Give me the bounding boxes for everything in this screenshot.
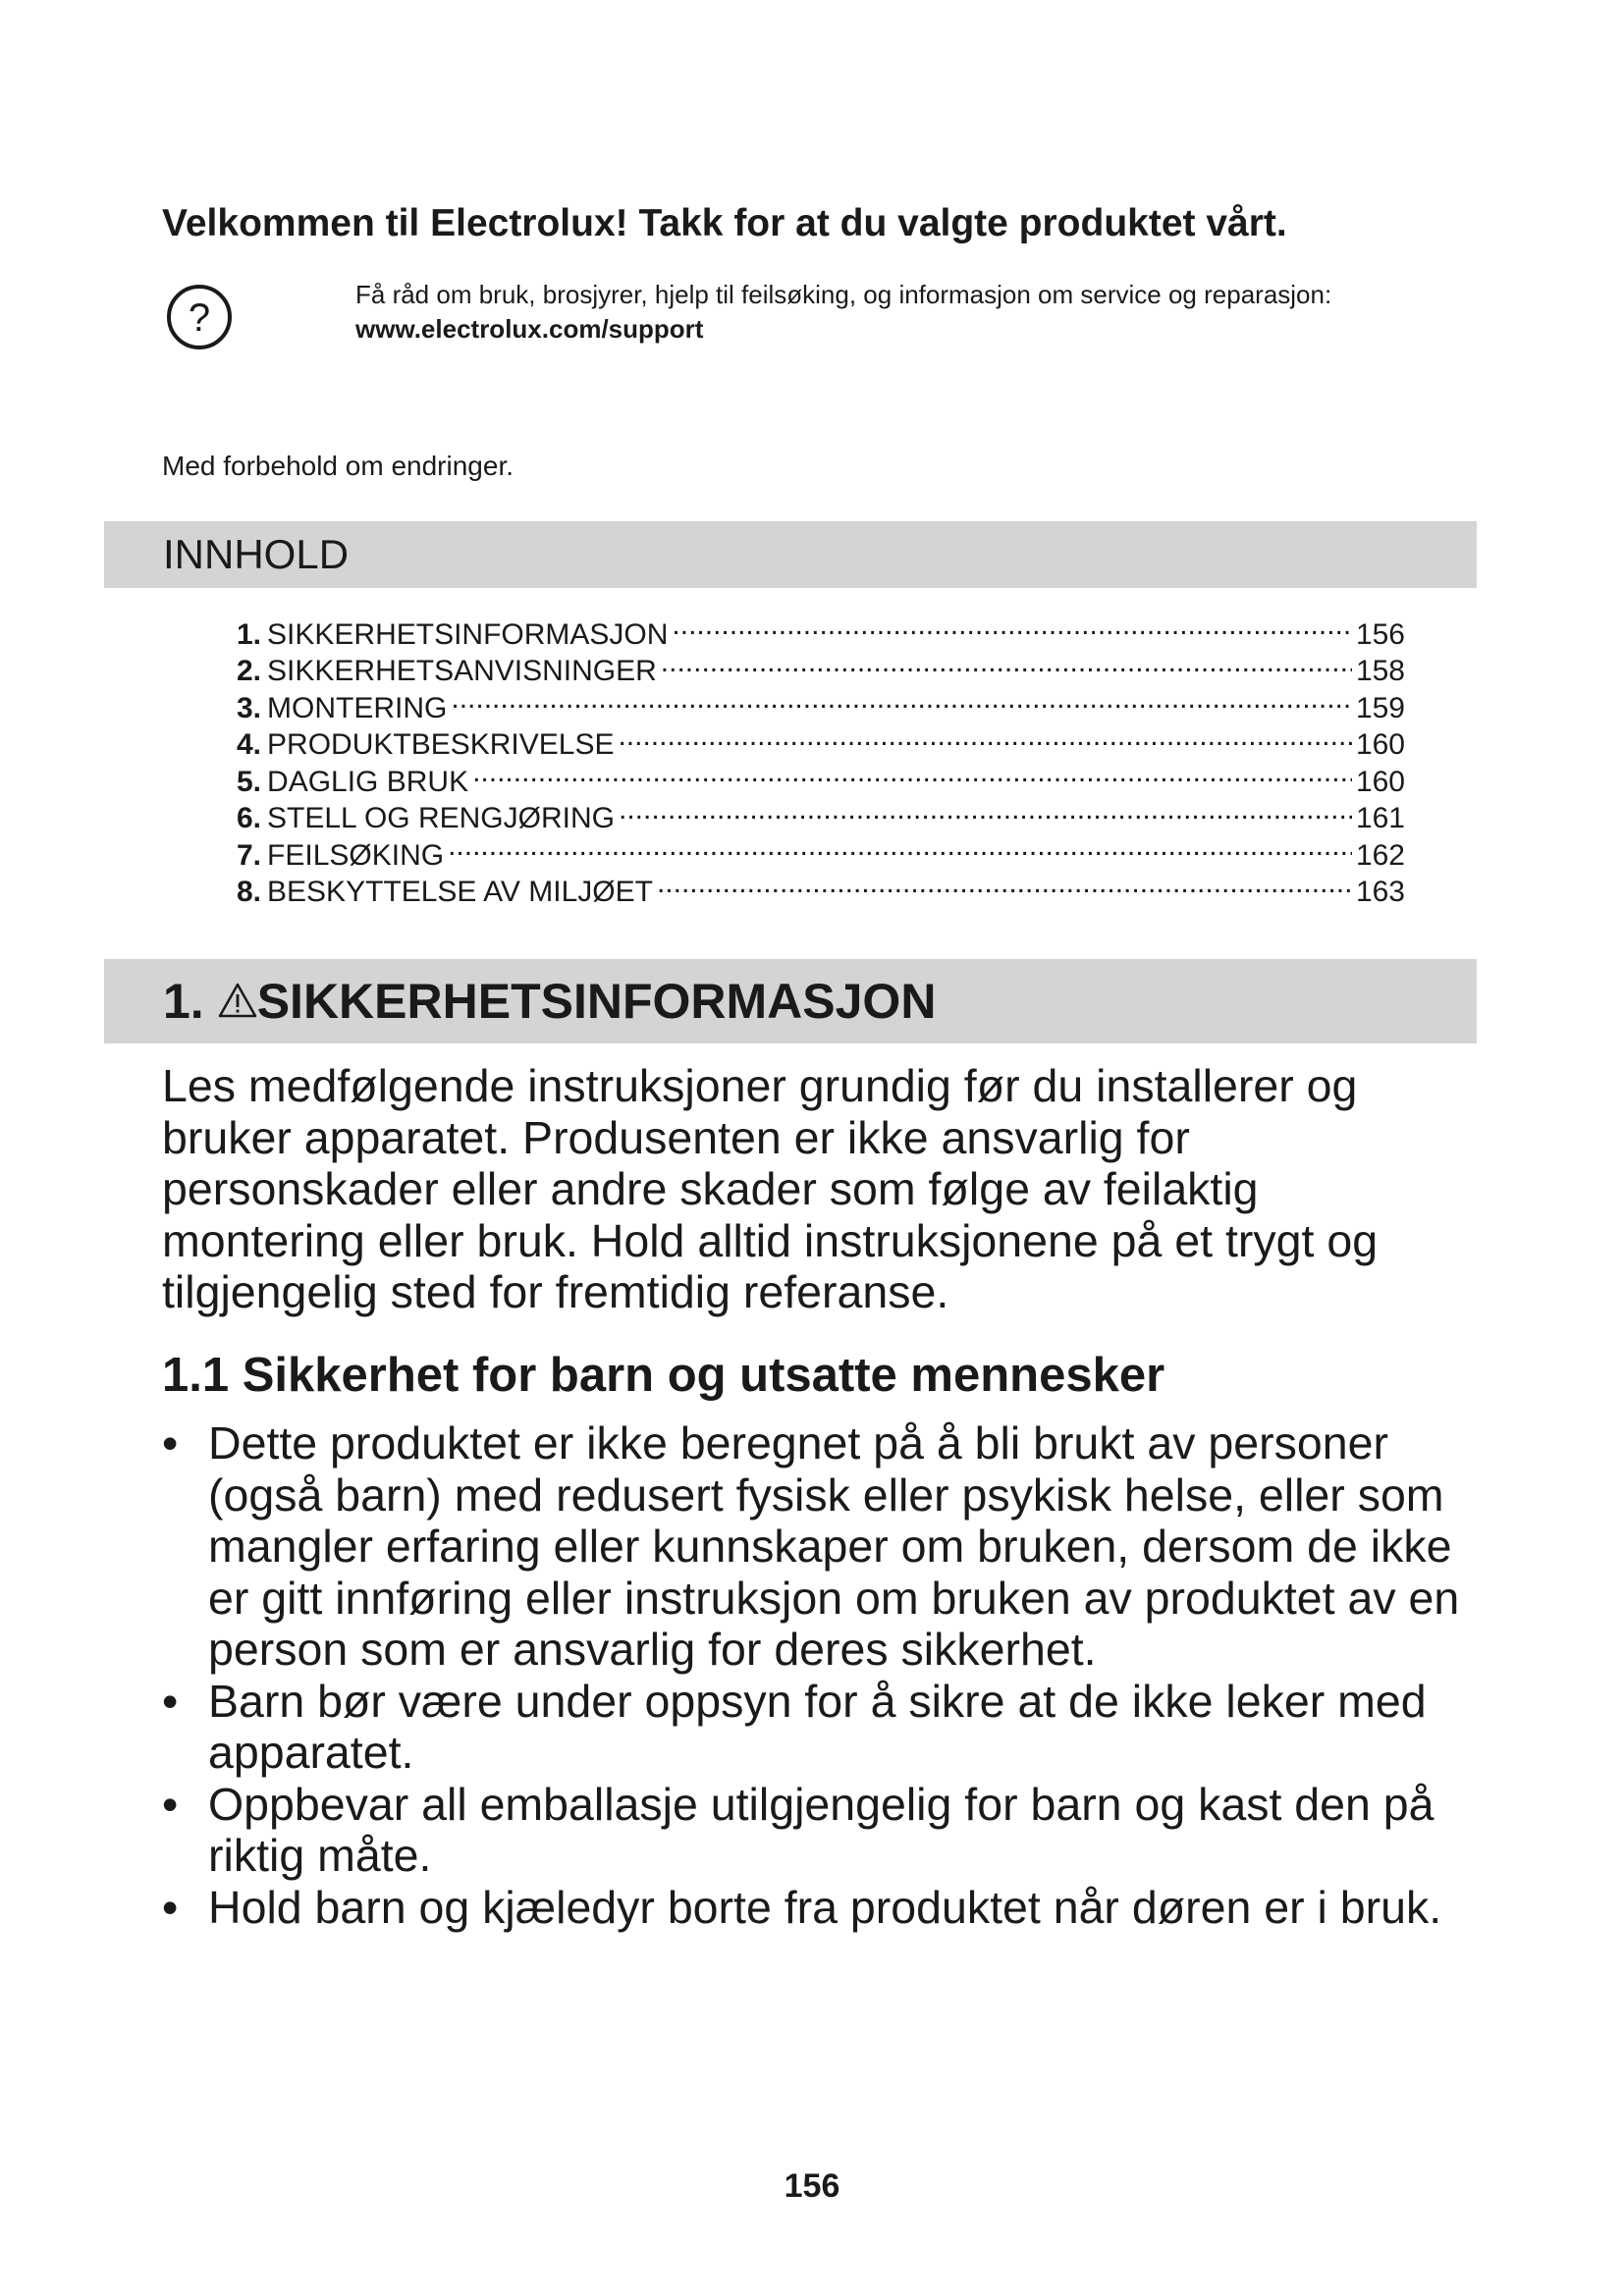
- toc-item-page: 156: [1355, 617, 1405, 651]
- list-item: [162, 1676, 1497, 1779]
- toc-item-number: 6.: [237, 802, 262, 834]
- bullet-marker: •: [162, 1778, 179, 1830]
- disclaimer: Med forbehold om endringer.: [162, 451, 514, 481]
- bullet-marker: •: [162, 1675, 179, 1727]
- toc-item-label: FEILSØKING: [267, 838, 445, 872]
- toc-item-number: 7.: [237, 838, 262, 872]
- toc-item-label: DAGLIG BRUK: [267, 765, 469, 798]
- toc-item-page: 163: [1355, 876, 1405, 908]
- toc-leader-dots: [672, 607, 1352, 644]
- support-link[interactable]: www.electrolux.com/support: [355, 314, 704, 344]
- toc-leader-dots: [657, 865, 1352, 902]
- toc-item-page: 161: [1355, 802, 1405, 834]
- table-of-contents: [237, 607, 1405, 908]
- list-item-text: Hold barn og kjæledyr borte fra produktet når døren er i bruk.: [208, 1881, 1442, 1933]
- toc-leader-dots: [619, 791, 1352, 828]
- toc-leader-dots: [451, 680, 1352, 718]
- subsection-title: 1.1 Sikkerhet for barn og utsatte mennesker: [162, 1349, 1165, 1402]
- support-text: Få råd om bruk, brosjyrer, hjelp til feilsøking, og informasjon om service og reparasjon:: [355, 280, 1332, 309]
- warning-triangle-icon: [218, 983, 257, 1018]
- list-item-text: Dette produktet er ikke beregnet på å bli brukt av personer (også barn) med redusert fysisk eller psykisk helse, eller som mangler erfaring eller kunnskaper om bruken, dersom de ikke er gitt innføring eller instruksjon om bruken av produktet av en person som er ansvarlig for deres sikkerhet.: [208, 1417, 1460, 1675]
- svg-text:?: ?: [188, 296, 211, 340]
- toc-item-number: 3.: [237, 691, 262, 724]
- toc-item-label: SIKKERHETSINFORMASJON: [267, 617, 669, 651]
- section-title-text: SIKKERHETSINFORMASJON: [256, 974, 937, 1029]
- list-item: [162, 1417, 1497, 1676]
- toc-title: INNHOLD: [163, 531, 350, 577]
- toc-item-page: 160: [1355, 765, 1405, 798]
- toc-item-number: 5.: [237, 765, 262, 798]
- toc-leader-dots: [472, 754, 1352, 791]
- toc-item-label: MONTERING: [267, 691, 448, 724]
- list-item-text: Barn bør være under oppsyn for å sikre at de ikke leker med apparatet.: [208, 1675, 1427, 1778]
- welcome-title: Velkommen til Electrolux! Takk for at du valgte produktet vårt.: [162, 202, 1287, 244]
- bullet-marker: •: [162, 1417, 179, 1468]
- toc-item-number: 8.: [237, 876, 262, 908]
- bullet-marker: •: [162, 1881, 179, 1933]
- toc-leader-dots: [448, 828, 1352, 865]
- list-item: [162, 1882, 1497, 1934]
- toc-item[interactable]: [237, 607, 1405, 651]
- toc-item-label: PRODUKTBESKRIVELSE: [267, 728, 615, 761]
- list-item-text: Oppbevar all emballasje utilgjengelig for barn og kast den på riktig måte.: [208, 1778, 1435, 1881]
- page-number: 156: [784, 2167, 840, 2205]
- safety-intro: Les medfølgende instruksjoner grundig før du installerer og bruker apparatet. Produsenten er ikke ansvarlig for personskader eller andre skader som følge av feilaktig montering eller bruk. Hold alltid instruksjonene på et trygt og tilgjengelig sted for fremtidig referanse.: [162, 1060, 1379, 1317]
- toc-leader-dots: [618, 718, 1351, 755]
- toc-item-label: SIKKERHETSANVISNINGER: [267, 655, 657, 687]
- toc-item-label: BESKYTTELSE AV MILJØET: [267, 876, 653, 908]
- question-mark-circle-icon: [165, 283, 234, 351]
- child-safety-list: [162, 1417, 1497, 1933]
- toc-leader-dots: [661, 644, 1352, 681]
- toc-item-number: 1.: [237, 617, 262, 651]
- toc-item-number: 4.: [237, 728, 262, 761]
- safety-section-title: [163, 959, 1477, 1043]
- toc-item-page: 158: [1355, 655, 1405, 687]
- toc-item-page: 160: [1355, 728, 1405, 761]
- toc-item-label: STELL OG RENGJØRING: [267, 802, 615, 834]
- support-info: [355, 278, 1386, 347]
- toc-item-page: 159: [1355, 691, 1405, 724]
- toc-header-bar: [104, 521, 1477, 588]
- toc-item-page: 162: [1355, 838, 1405, 872]
- toc-item-number: 2.: [237, 655, 262, 687]
- safety-header-bar: [104, 959, 1477, 1043]
- section-number: 1.: [163, 974, 204, 1029]
- list-item: [162, 1779, 1497, 1882]
